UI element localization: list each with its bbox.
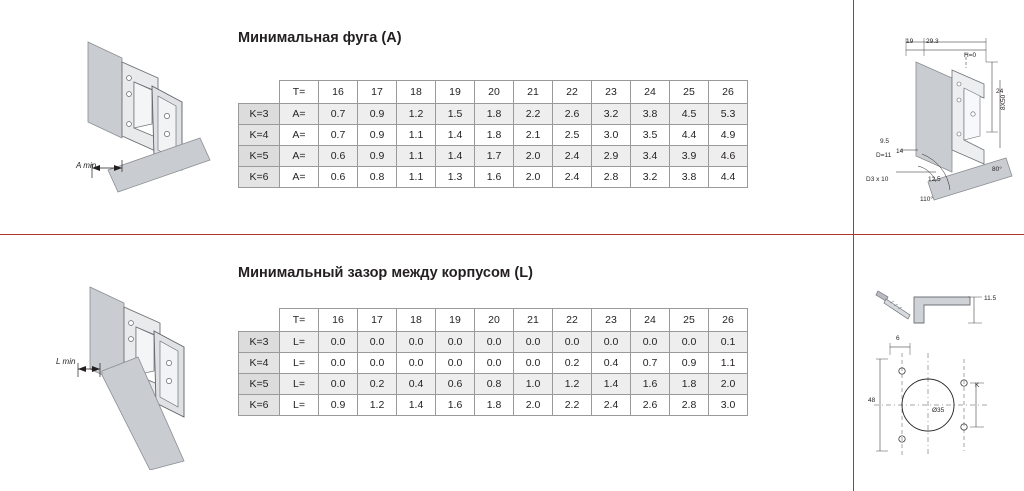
cell: 0.0 <box>436 353 475 374</box>
cell: 1.1 <box>397 167 436 188</box>
tech-label: H=0 <box>964 52 977 59</box>
cell: 0.6 <box>319 146 358 167</box>
tech-label: 6 <box>896 335 900 342</box>
col-header: 22 <box>553 309 592 332</box>
row-unit: A= <box>280 146 319 167</box>
cell: 3.5 <box>631 125 670 146</box>
cell: 1.7 <box>475 146 514 167</box>
col-header: 22 <box>553 81 592 104</box>
cell: 0.9 <box>358 104 397 125</box>
cell: 2.1 <box>514 125 553 146</box>
cell: 0.0 <box>592 332 631 353</box>
tech-label: Ø35 <box>932 407 945 414</box>
row-header: K=6 <box>239 167 280 188</box>
cell: 0.0 <box>319 374 358 395</box>
tech-label: 110° <box>920 196 933 203</box>
cell: 0.8 <box>358 167 397 188</box>
cell: 0.6 <box>319 167 358 188</box>
cell: 1.1 <box>397 146 436 167</box>
cell: 0.2 <box>358 374 397 395</box>
cell: 2.4 <box>592 395 631 416</box>
cell: 1.6 <box>475 167 514 188</box>
col-header: 18 <box>397 81 436 104</box>
row-header: K=5 <box>239 146 280 167</box>
row-header: K=6 <box>239 395 280 416</box>
cell: 3.2 <box>631 167 670 188</box>
cell: 4.5 <box>670 104 709 125</box>
col-header: 21 <box>514 309 553 332</box>
section-divider-vertical-top <box>853 0 854 234</box>
col-header: 25 <box>670 81 709 104</box>
row-header: K=4 <box>239 353 280 374</box>
cell: 4.9 <box>709 125 748 146</box>
cell: 1.4 <box>436 125 475 146</box>
section-min-gap-a <box>0 0 1024 234</box>
row-unit: A= <box>280 125 319 146</box>
tech-label: D3 x 10 <box>866 176 889 183</box>
cell: 0.9 <box>358 146 397 167</box>
cell: 0.0 <box>358 353 397 374</box>
mounting-plate-drawing <box>866 283 1016 343</box>
cell: 0.1 <box>709 332 748 353</box>
table-row <box>239 374 748 395</box>
table-row <box>239 332 748 353</box>
cell: 3.4 <box>631 146 670 167</box>
cell: 3.9 <box>670 146 709 167</box>
cell: 0.4 <box>592 353 631 374</box>
row-unit: A= <box>280 167 319 188</box>
tech-label: 8X50 <box>1000 94 1007 110</box>
cell: 1.2 <box>553 374 592 395</box>
cell: 1.6 <box>631 374 670 395</box>
cell: 1.4 <box>436 146 475 167</box>
diagram-label-l-min: L min <box>56 357 76 366</box>
tech-label: 29.3 <box>926 38 939 45</box>
cell: 2.6 <box>631 395 670 416</box>
cell: 0.0 <box>397 353 436 374</box>
col-header: 19 <box>436 309 475 332</box>
cell: 2.0 <box>514 146 553 167</box>
cell: 4.4 <box>709 167 748 188</box>
cell: 2.8 <box>670 395 709 416</box>
row-unit: A= <box>280 104 319 125</box>
cell: 1.8 <box>475 395 514 416</box>
table-row-header <box>239 81 748 104</box>
table-row <box>239 353 748 374</box>
row-unit: L= <box>280 374 319 395</box>
cell: 1.1 <box>709 353 748 374</box>
table-min-gap-a <box>238 80 748 188</box>
table-row <box>239 104 748 125</box>
col-header: 16 <box>319 309 358 332</box>
cell: 0.0 <box>514 332 553 353</box>
tech-label: 48 <box>868 397 876 404</box>
cell: 0.0 <box>553 332 592 353</box>
cell: 0.9 <box>358 125 397 146</box>
cell: 2.5 <box>553 125 592 146</box>
cell: 1.8 <box>670 374 709 395</box>
row-header: K=5 <box>239 374 280 395</box>
cell: 2.2 <box>553 395 592 416</box>
tech-label: 19 <box>906 38 914 45</box>
col-header: 20 <box>475 309 514 332</box>
cell: 1.5 <box>436 104 475 125</box>
tech-label: 12.5 <box>928 176 941 183</box>
row-header: K=3 <box>239 332 280 353</box>
cell: 1.2 <box>358 395 397 416</box>
cell: 2.0 <box>514 167 553 188</box>
cell: 0.0 <box>397 332 436 353</box>
cell: 0.0 <box>631 332 670 353</box>
cell: 1.3 <box>436 167 475 188</box>
col-header: 17 <box>358 81 397 104</box>
cell: 2.9 <box>592 146 631 167</box>
cell: 0.2 <box>553 353 592 374</box>
cell: 2.4 <box>553 146 592 167</box>
cell: 1.4 <box>397 395 436 416</box>
cell: 0.0 <box>475 332 514 353</box>
cell: 3.0 <box>592 125 631 146</box>
row-unit: L= <box>280 332 319 353</box>
tech-label: 9.5 <box>880 138 890 145</box>
section-title-min-clearance-l: Минимальный зазор между корпусом (L) <box>238 265 533 281</box>
col-header: 25 <box>670 309 709 332</box>
cell: 2.0 <box>514 395 553 416</box>
cell: 1.8 <box>475 104 514 125</box>
tech-label: K <box>975 382 980 389</box>
cell: 2.2 <box>514 104 553 125</box>
cell: 1.4 <box>592 374 631 395</box>
cell: 1.6 <box>436 395 475 416</box>
cell: 0.7 <box>631 353 670 374</box>
cell: 0.0 <box>436 332 475 353</box>
drilling-pattern-drawing <box>866 335 1016 465</box>
tech-label: 24 <box>996 88 1004 95</box>
cell: 0.0 <box>670 332 709 353</box>
cell: 0.4 <box>397 374 436 395</box>
section-title-min-gap-a: Минимальная фуга (A) <box>238 30 402 46</box>
cell: 1.1 <box>397 125 436 146</box>
cell: 4.6 <box>709 146 748 167</box>
col-header: 26 <box>709 81 748 104</box>
col-header: 23 <box>592 81 631 104</box>
section-min-clearance-l <box>0 235 1024 491</box>
cell: 2.4 <box>553 167 592 188</box>
cell: 0.9 <box>319 395 358 416</box>
row-unit: L= <box>280 353 319 374</box>
cell: 0.0 <box>319 332 358 353</box>
cell: 0.7 <box>319 125 358 146</box>
diagram-label-a-min: A min <box>76 161 97 170</box>
tech-label: D=11 <box>876 152 892 159</box>
cell: 3.8 <box>631 104 670 125</box>
col-header: 17 <box>358 309 397 332</box>
table-row <box>239 125 748 146</box>
table-row <box>239 167 748 188</box>
col-header: 23 <box>592 309 631 332</box>
hinge-technical-drawing-a <box>866 22 1016 217</box>
cell: 0.8 <box>475 374 514 395</box>
cell: 0.6 <box>436 374 475 395</box>
cell: 0.0 <box>475 353 514 374</box>
hinge-angle-diagram-a <box>30 20 220 220</box>
tech-label: 14 <box>896 148 904 155</box>
col-header: 16 <box>319 81 358 104</box>
table-min-clearance-l <box>238 308 748 416</box>
col-header: 26 <box>709 309 748 332</box>
hinge-angle-diagram-l <box>30 265 230 470</box>
col-header: 21 <box>514 81 553 104</box>
cell: 1.0 <box>514 374 553 395</box>
col-header: 24 <box>631 309 670 332</box>
col-header: 18 <box>397 309 436 332</box>
row-unit: L= <box>280 395 319 416</box>
cell: 0.9 <box>670 353 709 374</box>
row-header: K=4 <box>239 125 280 146</box>
cell: 0.0 <box>358 332 397 353</box>
cell: 0.0 <box>319 353 358 374</box>
cell: 1.2 <box>397 104 436 125</box>
tech-label: 80° <box>992 166 1002 173</box>
cell: 3.0 <box>709 395 748 416</box>
cell: 3.8 <box>670 167 709 188</box>
cell: 2.0 <box>709 374 748 395</box>
cell: 2.8 <box>592 167 631 188</box>
cell: 3.2 <box>592 104 631 125</box>
cell: 4.4 <box>670 125 709 146</box>
row-header: K=3 <box>239 104 280 125</box>
tech-label: 11.5 <box>984 295 997 302</box>
cell: 5.3 <box>709 104 748 125</box>
table-row <box>239 395 748 416</box>
col-header: 20 <box>475 81 514 104</box>
cell: 2.6 <box>553 104 592 125</box>
table-row-header <box>239 309 748 332</box>
cell: 0.7 <box>319 104 358 125</box>
cell: 1.8 <box>475 125 514 146</box>
table-row <box>239 146 748 167</box>
col-header: 19 <box>436 81 475 104</box>
col-header: 24 <box>631 81 670 104</box>
cell-corner-label: T= <box>280 309 319 332</box>
cell-corner-label: T= <box>280 81 319 104</box>
cell: 0.0 <box>514 353 553 374</box>
